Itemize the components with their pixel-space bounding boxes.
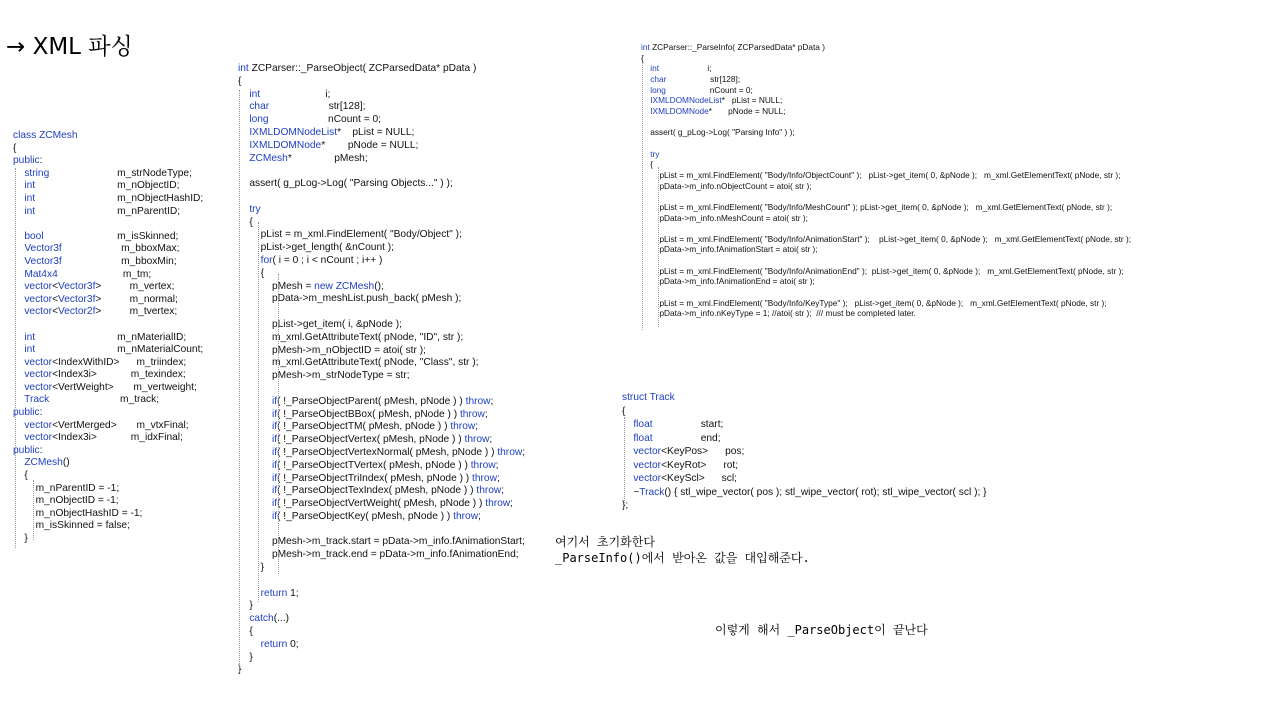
track-struct-code <box>622 391 987 513</box>
code-line: } <box>238 562 265 574</box>
parse-object-code <box>238 63 525 677</box>
indent-guide <box>33 480 34 540</box>
code-line: m_isSkinned = false; <box>13 520 130 532</box>
code-line <box>238 306 525 319</box>
code-line: float end; <box>633 432 721 444</box>
code-line: { <box>641 159 653 170</box>
code-line: int m_nObjectID; <box>24 180 180 192</box>
code-line: vector<KeyRot> rot; <box>633 459 739 471</box>
code-line: { <box>13 470 28 482</box>
code-line: try <box>249 203 261 215</box>
code-line: pMesh->m_strNodeType = str; <box>238 370 410 382</box>
code-line: { <box>13 142 17 154</box>
zcmesh-class-code <box>13 130 203 546</box>
code-line: IXMLDOMNodeList* pList = NULL; <box>249 126 415 138</box>
code-line: ZCMesh* pMesh; <box>249 152 368 164</box>
code-line: } <box>238 600 253 612</box>
code-line: vector<VertWeight> m_vertweight; <box>24 381 197 393</box>
code-line: { <box>238 626 253 638</box>
code-line: m_nObjectID = -1; <box>13 495 119 507</box>
indent-guide <box>278 274 279 574</box>
code-line: m_nObjectHashID = -1; <box>13 507 143 519</box>
code-line: } <box>238 651 253 663</box>
code-line: char str[128]; <box>249 101 366 113</box>
code-line: class ZCMesh <box>13 130 78 141</box>
code-line <box>641 191 1131 202</box>
code-line: pList = m_xml.FindElement( "Body/Info/AnimationEnd" ); pList->get_item( 0, &pNode ); m_xml.GetElementText( pNode, str ); <box>641 265 1124 276</box>
indent-guide <box>15 168 16 548</box>
indent-guide <box>239 90 240 672</box>
code-line: pList->get_item( i, &pNode ); <box>238 318 402 330</box>
init-note-line1: 여기서 초기화한다 <box>555 535 655 549</box>
code-line: vector<IndexWithID> m_triindex; <box>24 356 187 368</box>
code-line: int i; <box>650 63 712 74</box>
code-line: public: <box>13 155 43 167</box>
code-line: Mat4x4 m_tm; <box>24 268 152 280</box>
code-line <box>238 524 525 537</box>
code-line: assert( g_pLog->Log( "Parsing Objects..." ) ); <box>238 178 453 190</box>
code-line: pMesh->m_track.end = pData->m_info.fAnimationEnd; <box>238 549 519 561</box>
code-line: pData->m_info.fAnimationStart = atoi( str ); <box>641 244 818 255</box>
code-line: public: <box>13 444 43 456</box>
code-line: pMesh->m_nObjectID = atoi( str ); <box>238 344 426 356</box>
code-line: IXMLDOMNodeList* pList = NULL; <box>650 95 783 106</box>
code-line: vector<Index3i> m_idxFinal; <box>24 432 183 444</box>
code-line: if( !_ParseObjectTriIndex( pMesh, pNode ) ) throw; <box>271 472 500 484</box>
code-line: for( i = 0 ; i < nCount ; i++ ) <box>260 254 383 266</box>
code-line: try <box>650 148 660 159</box>
code-line <box>641 138 1131 149</box>
code-line: vector<Vector2f> m_tvertex; <box>24 306 178 318</box>
code-line: long nCount = 0; <box>650 84 753 95</box>
code-line: pData->m_info.fAnimationEnd = atoi( str ); <box>641 276 815 287</box>
code-line: }; <box>622 500 629 511</box>
code-line: pList = m_xml.FindElement( "Body/Object" ); <box>238 229 462 241</box>
code-line: vector<KeyPos> pos; <box>633 446 745 457</box>
indent-guide <box>624 417 625 505</box>
code-line: m_xml.GetAttributeText( pNode, "ID", str ); <box>238 331 464 343</box>
code-line <box>238 575 525 588</box>
code-line: vector<Index3i> m_texindex; <box>24 369 186 381</box>
code-line: } <box>13 533 28 544</box>
code-line: pMesh = new ZCMesh(); <box>238 280 384 292</box>
code-line: string m_strNodeType; <box>24 167 192 179</box>
code-line: m_nParentID = -1; <box>13 482 120 494</box>
code-line: if( !_ParseObjectParent( pMesh, pNode ) ) throw; <box>271 395 494 407</box>
code-line: vector<Vector3f> m_normal; <box>24 293 178 305</box>
parse-info-code <box>641 42 1131 319</box>
end-note: 이렇게 해서 _ParseObject이 끝난다 <box>715 623 928 637</box>
code-line: int m_nMaterialCount; <box>24 344 204 356</box>
code-line: vector<VertMerged> m_vtxFinal; <box>24 419 189 431</box>
code-line: if( !_ParseObjectKey( pMesh, pNode ) ) throw; <box>271 510 481 522</box>
code-line: long nCount = 0; <box>249 114 381 126</box>
code-line <box>641 287 1131 298</box>
code-line: if( !_ParseObjectVertex( pMesh, pNode ) ) throw; <box>271 434 493 446</box>
code-line: int m_nParentID; <box>24 205 181 217</box>
code-line: if( !_ParseObjectBBox( pMesh, pNode ) ) throw; <box>271 408 488 420</box>
indent-guide <box>258 222 259 602</box>
code-line: if( !_ParseObjectTM( pMesh, pNode ) ) throw; <box>271 421 479 433</box>
indent-guide <box>642 62 643 330</box>
code-line: int ZCParser::_ParseObject( ZCParsedData* pData ) <box>238 63 477 74</box>
code-line: } <box>238 664 242 676</box>
code-line: pData->m_info.nMeshCount = atoi( str ); <box>641 212 808 223</box>
code-line: pList = m_xml.FindElement( "Body/Info/KeyType" ); pList->get_item( 0, &pNode ); m_xml.GetElementText( pNode, str ); <box>641 297 1107 308</box>
code-line: assert( g_pLog->Log( "Parsing Info" ) ); <box>641 127 795 138</box>
code-line: pData->m_info.nKeyType = 1; //atoi( str ); /// must be completed later. <box>641 308 916 319</box>
code-line: bool m_isSkinned; <box>24 230 179 242</box>
code-line: int m_nMaterialID; <box>24 331 187 343</box>
indent-guide <box>658 167 659 327</box>
code-line: float start; <box>633 419 724 430</box>
code-line: IXMLDOMNode* pNode = NULL; <box>249 139 419 151</box>
code-line: ~Track() { stl_wipe_vector( pos ); stl_wipe_vector( rot); stl_wipe_vector( scl ); } <box>622 486 987 498</box>
code-line: pData->m_info.nObjectCount = atoi( str ); <box>641 180 812 191</box>
code-line: { <box>238 267 265 279</box>
code-line: Track m_track; <box>24 394 160 406</box>
code-line <box>238 191 525 204</box>
slide-title: → XML 파싱 <box>6 34 133 60</box>
code-line: if( !_ParseObjectTVertex( pMesh, pNode ) ) throw; <box>271 459 499 471</box>
code-line: pList->get_length( &nCount ); <box>238 242 395 254</box>
code-line: pData->m_meshList.push_back( pMesh ); <box>238 293 462 305</box>
code-line: int i; <box>249 88 331 100</box>
code-line: vector<Vector3f> m_vertex; <box>24 281 175 293</box>
code-line: vector<KeyScl> scl; <box>633 473 737 484</box>
code-line <box>13 319 203 332</box>
code-line: pMesh->m_track.start = pData->m_info.fAnimationStart; <box>238 536 525 548</box>
code-line <box>13 218 203 231</box>
code-line: char str[128]; <box>650 73 741 84</box>
code-line: public: <box>13 407 43 419</box>
code-line: { <box>641 52 644 63</box>
code-line: m_xml.GetAttributeText( pNode, "Class", str ); <box>238 357 479 369</box>
code-line: struct Track <box>622 392 675 403</box>
code-line: if( !_ParseObjectVertWeight( pMesh, pNode ) ) throw; <box>271 498 514 510</box>
code-line: pList = m_xml.FindElement( "Body/Info/MeshCount" ); pList->get_item( 0, &pNode ); m_xml.GetElementText( pNode, str ); <box>641 201 1113 212</box>
code-line: return 1; <box>260 587 299 599</box>
code-line: return 0; <box>260 638 299 650</box>
code-line <box>238 165 525 178</box>
code-line: { <box>238 216 253 228</box>
code-line: pList = m_xml.FindElement( "Body/Info/ObjectCount" ); pList->get_item( 0, &pNode ); m_xml.GetElementText( pNode, str ); <box>641 169 1121 180</box>
code-line <box>641 223 1131 234</box>
code-line: if( !_ParseObjectTexIndex( pMesh, pNode ) ) throw; <box>271 485 505 497</box>
code-line: catch(...) <box>249 613 289 625</box>
code-line: { <box>622 405 626 417</box>
code-line <box>641 117 1131 128</box>
code-line: Vector3f m_bboxMax; <box>24 243 180 255</box>
code-line: int m_nObjectHashID; <box>24 192 204 204</box>
code-line <box>238 383 525 396</box>
code-line: ZCMesh() <box>24 457 70 469</box>
code-line <box>641 255 1131 266</box>
code-line: pList = m_xml.FindElement( "Body/Info/AnimationStart" ); pList->get_item( 0, &pNode ); m_xml.GetElementText( pNode, str ); <box>641 233 1132 244</box>
code-line: if( !_ParseObjectVertexNormal( pMesh, pNode ) ) throw; <box>271 446 526 458</box>
code-line: int ZCParser::_ParseInfo( ZCParsedData* pData ) <box>641 42 825 52</box>
code-line: Vector3f m_bboxMin; <box>24 255 177 267</box>
code-line: IXMLDOMNode* pNode = NULL; <box>650 105 786 116</box>
init-note-line2: _ParseInfo()에서 받아온 값을 대입해준다. <box>555 551 810 565</box>
code-line: { <box>238 75 242 87</box>
